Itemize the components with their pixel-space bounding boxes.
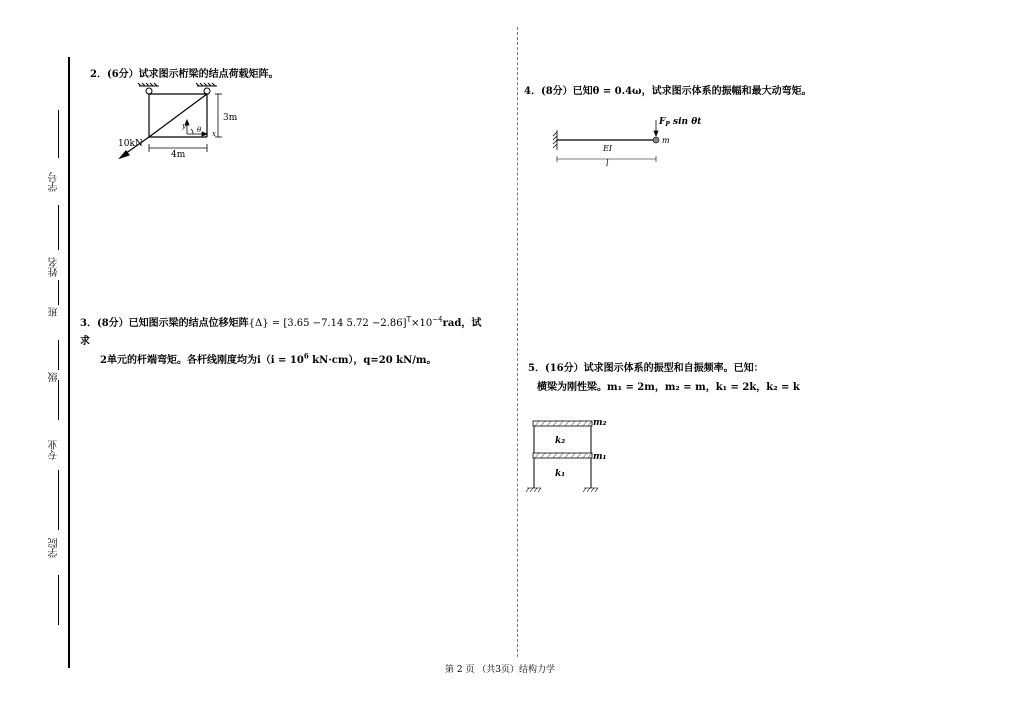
stiffness-text: i（i = 10	[256, 355, 304, 366]
field-line	[58, 110, 59, 158]
question-2-truss-diagram	[110, 82, 250, 167]
pin-support	[196, 83, 217, 94]
pin-support	[138, 83, 159, 94]
question-3-prefix: 3．(8分）已知图示梁的结点位移矩阵	[80, 318, 249, 329]
stiffness-exponent: 6	[303, 351, 309, 361]
binding-line	[68, 57, 70, 668]
field-student-id: 学号	[49, 172, 60, 192]
page-divider	[517, 27, 518, 657]
k1-label: k₁	[555, 469, 566, 479]
field-name: 姓名	[49, 257, 60, 277]
field-major: 专业	[49, 440, 60, 460]
mass-label: m	[662, 136, 670, 145]
question-4-text: 4．(8分）已知θ = 0.4ω，试求图示体系的振幅和最大动弯矩。	[524, 86, 812, 97]
load-label: 10kN	[118, 139, 143, 149]
question-3-text: 2单元的杆端弯矩。各杆线刚度均为	[100, 355, 257, 366]
local-axes	[185, 120, 207, 136]
transpose-mark: T	[406, 315, 412, 324]
k2-label: k₂	[555, 436, 566, 446]
ground-support	[526, 488, 598, 492]
question-5-line1: 5．(16分）试求图示体系的振型和自振频率。已知：	[528, 363, 764, 374]
field-grade: 级	[49, 372, 60, 382]
m2-label: m₂	[593, 418, 607, 428]
question-4-cantilever-diagram	[548, 112, 702, 172]
question-5-frame-diagram	[522, 412, 612, 494]
field-line	[58, 380, 59, 420]
height-label: 3m	[223, 113, 238, 123]
fixed-support	[553, 130, 557, 150]
force-arrow	[654, 120, 658, 136]
field-line	[58, 340, 59, 370]
y-axis-label: y	[182, 122, 186, 130]
stiffness-unit: kN·cm），q=20 kN/m。	[308, 355, 437, 366]
question-3-line1	[80, 314, 481, 329]
field-college: 学院	[49, 538, 60, 558]
m1-label: m₁	[593, 452, 607, 462]
question-5-line2: 横梁为刚性梁。m₁ = 2m，m₂ = m，k₁ = 2k，k₂ = k	[537, 382, 800, 393]
field-line	[58, 470, 59, 530]
width-label: 4m	[171, 150, 186, 160]
theta-label: θ	[197, 126, 202, 134]
page-footer: 第 2 页 （共3页）结构力学	[445, 665, 556, 675]
field-line	[58, 575, 59, 625]
field-line	[58, 280, 59, 305]
force-label: $F_P$ sin θt	[659, 117, 702, 128]
field-class: 班	[49, 307, 60, 317]
scale-factor: ×10	[411, 318, 433, 329]
question-2-text: 2．(6分）试求图示桁梁的结点荷载矩阵。	[90, 69, 279, 80]
field-line	[58, 205, 59, 250]
scale-exponent: −4	[432, 315, 443, 324]
ei-label: EI	[603, 144, 612, 153]
x-axis-label: x	[212, 130, 216, 138]
unit-text: rad，试	[442, 318, 482, 329]
length-label: l	[606, 159, 609, 168]
question-3-line2	[100, 351, 436, 366]
displacement-matrix: {Δ} = [3.65 −7.14 5.72 −2.86]	[248, 318, 407, 329]
question-3-line1-end: 求	[80, 336, 90, 347]
mass-point	[653, 137, 659, 143]
